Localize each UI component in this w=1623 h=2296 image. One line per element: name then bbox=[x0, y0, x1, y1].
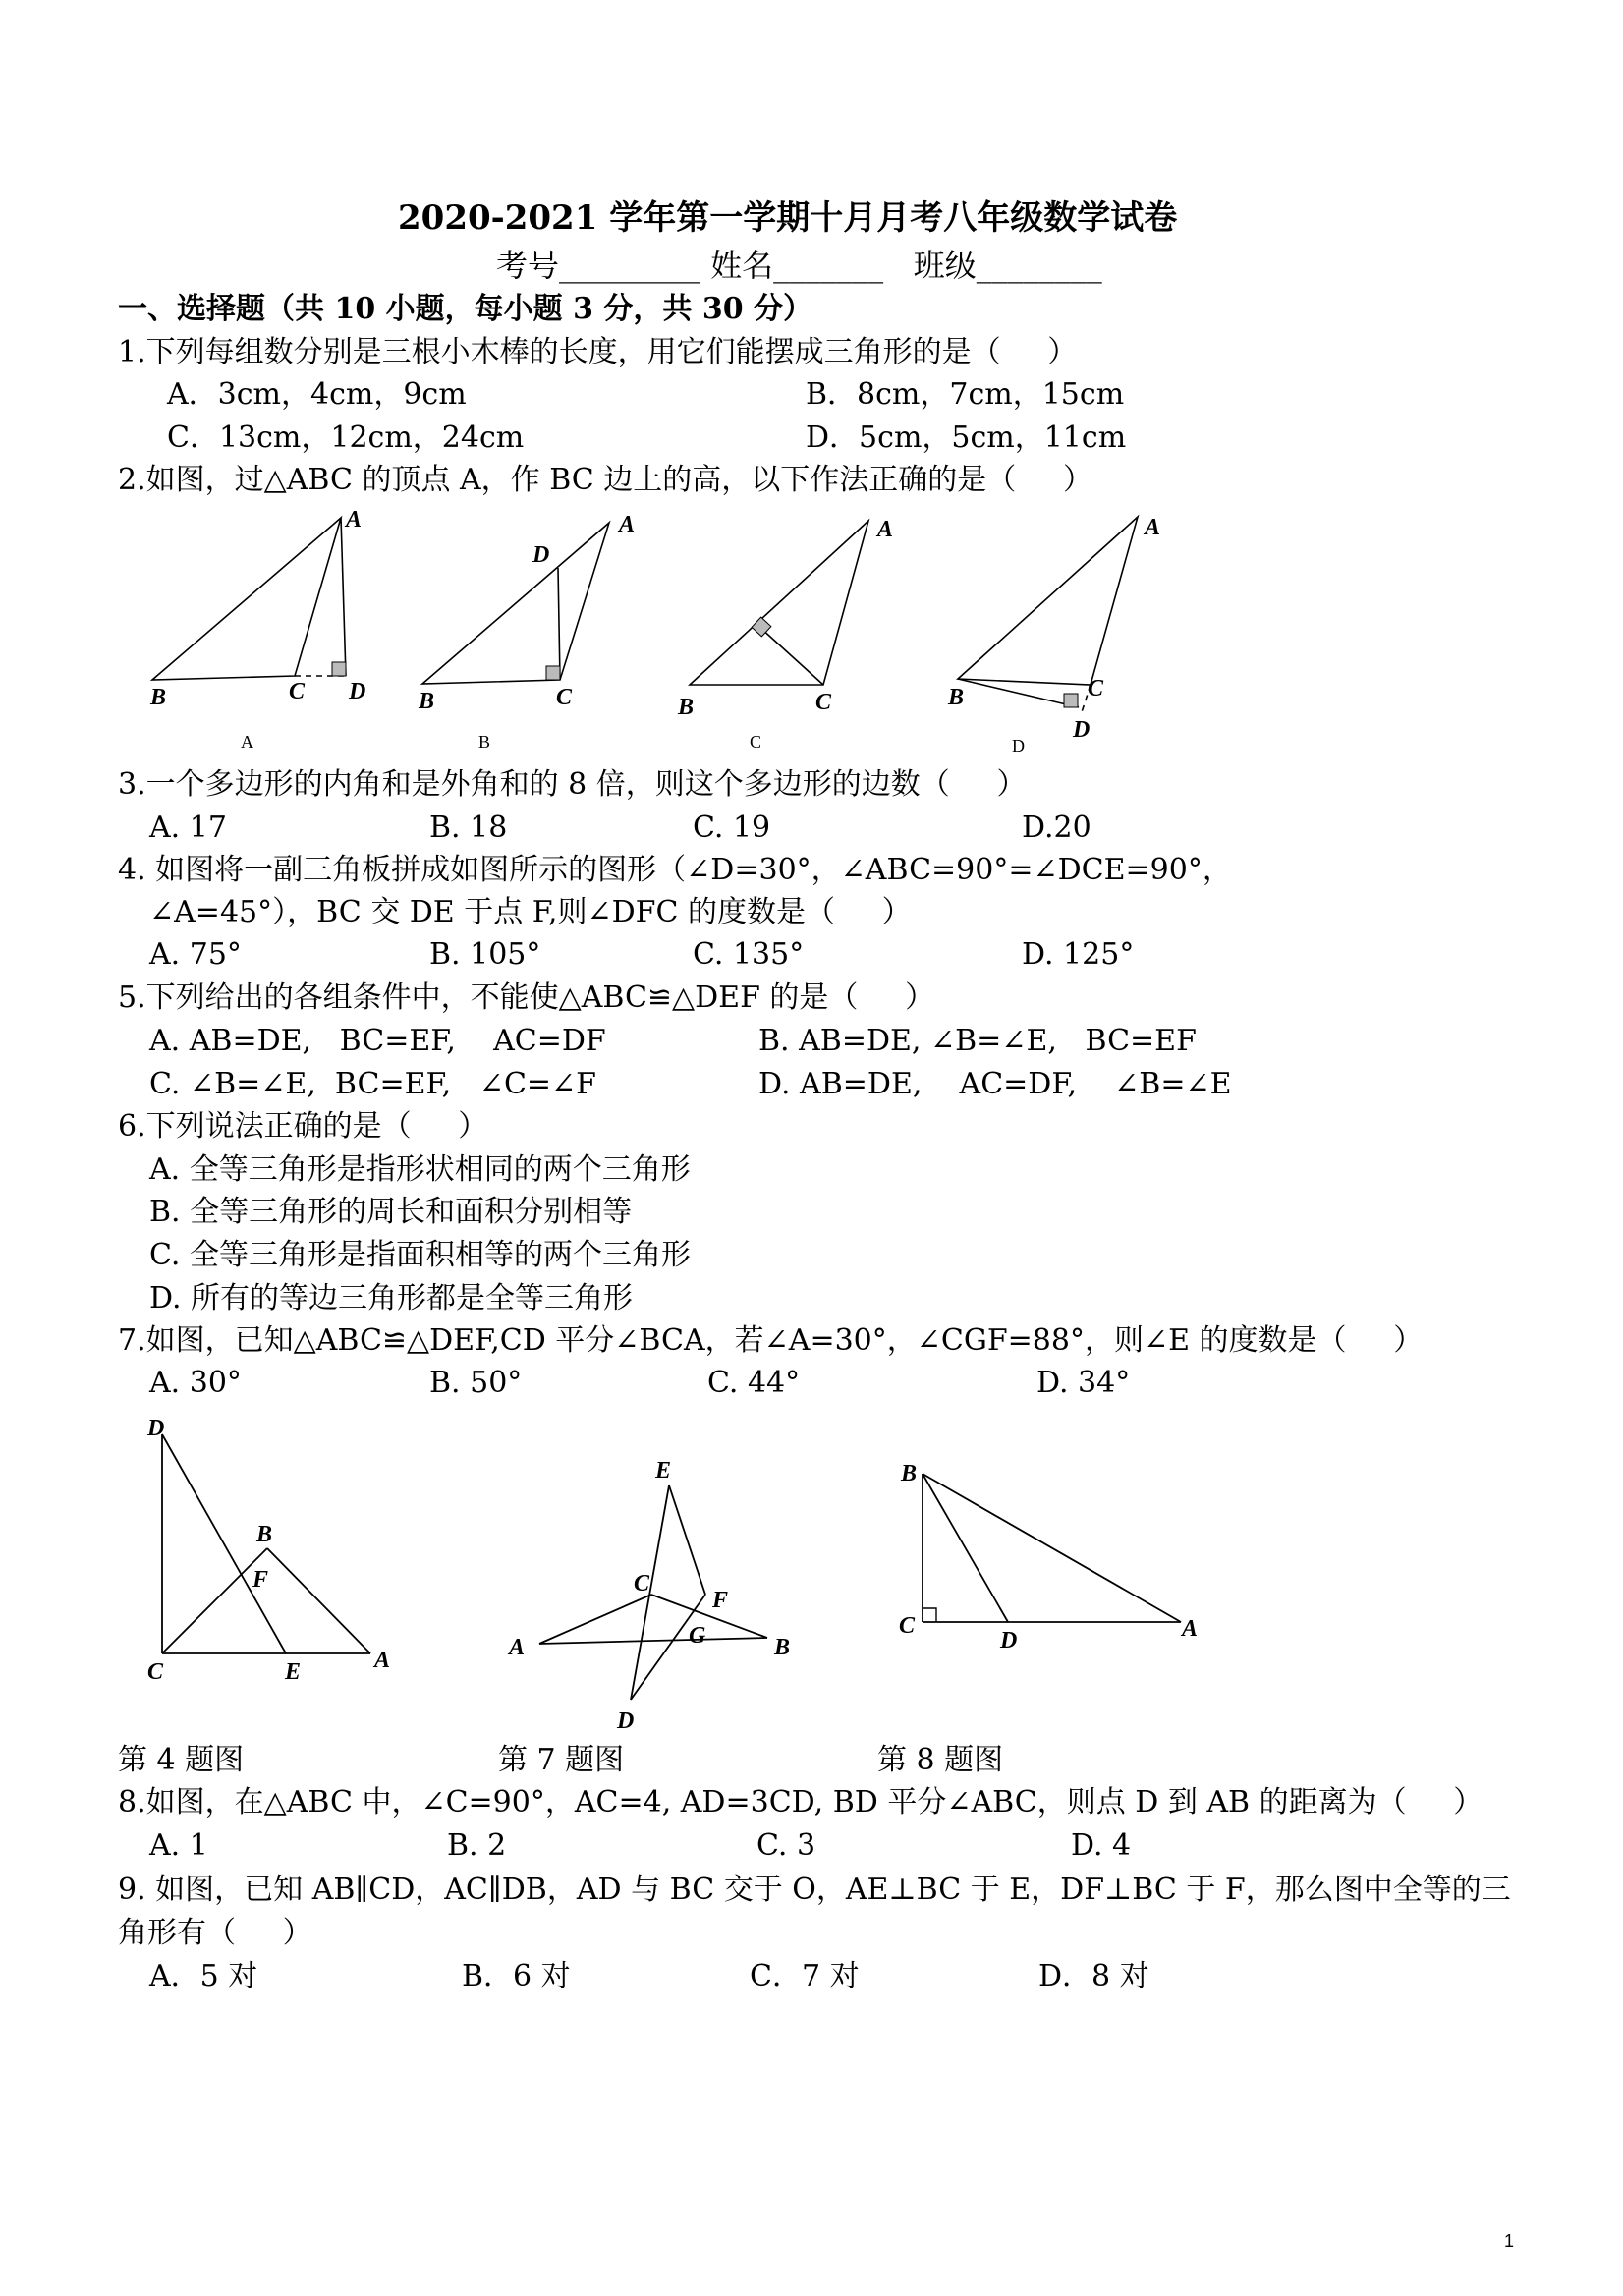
fig7-line-ab bbox=[539, 1638, 767, 1644]
q5-option-b: B. AB=DE, ∠B=∠E, BC=EF bbox=[758, 1024, 1197, 1058]
fig7-label-f: F bbox=[712, 1588, 729, 1613]
q3-option-d: D.20 bbox=[1022, 811, 1091, 845]
q6-option-d: D. 所有的等边三角形都是全等三角形 bbox=[149, 1281, 634, 1316]
q2-figD-label-d: D bbox=[1073, 717, 1091, 743]
fig7-line-ac bbox=[539, 1595, 651, 1644]
fig8-label-b: B bbox=[901, 1461, 918, 1486]
fig4-label-b: B bbox=[256, 1522, 273, 1547]
fig8-caption: 第 8 题图 bbox=[877, 1743, 1004, 1777]
q2-figD-triangle bbox=[958, 517, 1138, 685]
q2-figC-label-b: B bbox=[678, 695, 695, 720]
q2-figA-label-d: D bbox=[349, 679, 366, 704]
q2-figC-caption: C bbox=[750, 732, 762, 752]
q9-option-b: B．6 对 bbox=[462, 1959, 571, 1993]
q4-option-a: A. 75° bbox=[149, 937, 242, 972]
q2-figC-label-c: C bbox=[815, 690, 832, 715]
fig4-line-cb bbox=[162, 1548, 267, 1653]
q5-option-c: C. ∠B=∠E, BC=EF, ∠C=∠F bbox=[149, 1067, 596, 1101]
q6-option-c: C. 全等三角形是指面积相等的两个三角形 bbox=[149, 1238, 691, 1272]
fig7-label-b: B bbox=[774, 1635, 791, 1660]
q3-option-a: A. 17 bbox=[149, 811, 227, 845]
q9-option-a: A．5 对 bbox=[149, 1959, 258, 1993]
q2-figB-label-c: C bbox=[556, 685, 573, 710]
fig4-caption: 第 4 题图 bbox=[118, 1743, 245, 1777]
q7-option-a: A. 30° bbox=[149, 1366, 242, 1400]
q2-figD-label-c: C bbox=[1088, 676, 1104, 701]
q1-option-b: B．8cm，7cm，15cm bbox=[806, 377, 1125, 412]
q2-stem: 2.如图，过△ABC 的顶点 A，作 BC 边上的高，以下作法正确的是（ ） bbox=[118, 463, 1092, 497]
q6-option-b: B. 全等三角形的周长和面积分别相等 bbox=[149, 1195, 633, 1229]
fig4-label-a: A bbox=[374, 1648, 391, 1673]
q4-option-b: B. 105° bbox=[429, 937, 541, 972]
q9-stem-line1: 9. 如图，已知 AB∥CD，AC∥DB，AD 与 BC 交于 O，AE⊥BC 于 E，DF⊥BC 于 F，那么图中全等的三 bbox=[118, 1873, 1511, 1907]
fig7-line-ef bbox=[669, 1485, 705, 1595]
exam-title: 2020-2021 学年第一学期十月月考八年级数学试卷 bbox=[398, 198, 1178, 238]
q6-stem: 6.下列说法正确的是（ ） bbox=[118, 1109, 488, 1144]
q2-figA-label-a: A bbox=[346, 507, 363, 532]
fig7-label-g: G bbox=[689, 1623, 706, 1649]
q5-stem: 5.下列给出的各组条件中，不能使△ABC≌△DEF 的是（ ） bbox=[118, 980, 935, 1015]
fig7-label-d: D bbox=[617, 1708, 635, 1734]
q2-figC-label-a: A bbox=[877, 517, 894, 542]
student-info-line: 考号_________ 姓名_______ 班级________ bbox=[496, 247, 1102, 284]
q5-option-a: A. AB=DE, BC=EF, AC=DF bbox=[149, 1024, 606, 1058]
q2-figB-right-angle bbox=[546, 666, 560, 680]
q1-option-a: A．3cm，4cm，9cm bbox=[167, 377, 467, 412]
q2-figC-right-angle bbox=[752, 617, 771, 637]
q8-option-c: C. 3 bbox=[756, 1828, 816, 1863]
fig7-label-e: E bbox=[655, 1458, 672, 1484]
q8-option-a: A. 1 bbox=[149, 1828, 208, 1863]
q7-option-c: C. 44° bbox=[707, 1366, 801, 1400]
fig4-label-f: F bbox=[252, 1567, 269, 1593]
q2-figD-label-a: A bbox=[1145, 515, 1161, 540]
q8-option-d: D. 4 bbox=[1071, 1828, 1132, 1863]
fig7-line-cb bbox=[651, 1595, 767, 1638]
q9-option-d: D．8 对 bbox=[1038, 1959, 1149, 1993]
q4-stem-line1: 4. 如图将一副三角板拼成如图所示的图形（∠D=30°，∠ABC=90°=∠DCE=90°， bbox=[118, 853, 1232, 887]
q2-figD-right-angle bbox=[1064, 694, 1078, 707]
q2-figB-label-a: A bbox=[619, 512, 636, 537]
q8-stem: 8.如图，在△ABC 中，∠C=90°，AC=4, AD=3CD, BD 平分∠ABC，则点 D 到 AB 的距离为（ ） bbox=[118, 1785, 1483, 1820]
q2-figA-label-b: B bbox=[150, 685, 167, 710]
q6-option-a: A. 全等三角形是指形状相同的两个三角形 bbox=[149, 1152, 691, 1187]
fig7-label-a: A bbox=[509, 1635, 526, 1660]
fig8-label-c: C bbox=[899, 1613, 916, 1639]
fig7-label-c: C bbox=[634, 1571, 650, 1596]
fig8-right-angle bbox=[923, 1608, 936, 1622]
fig4-label-c: C bbox=[147, 1659, 164, 1685]
q4-option-c: C. 135° bbox=[693, 937, 805, 972]
fig4-label-d: D bbox=[147, 1416, 165, 1441]
q1-option-c: C．13cm，12cm，24cm bbox=[167, 420, 525, 455]
q7-option-b: B. 50° bbox=[429, 1366, 523, 1400]
q3-stem: 3.一个多边形的内角和是外角和的 8 倍，则这个多边形的边数（ ） bbox=[118, 767, 1027, 802]
q2-figB-caption: B bbox=[478, 732, 491, 752]
q4-option-d: D. 125° bbox=[1022, 937, 1135, 972]
q2-figB-height bbox=[558, 568, 560, 680]
q7-option-d: D. 34° bbox=[1036, 1366, 1131, 1400]
fig8-line-ba bbox=[923, 1474, 1181, 1622]
q2-figA-triangle bbox=[152, 518, 341, 680]
q2-figD-caption: D bbox=[1012, 736, 1025, 756]
q2-figA-caption: A bbox=[241, 732, 253, 752]
q2-figD-height bbox=[958, 679, 1079, 707]
q1-stem: 1.下列每组数分别是三根小木棒的长度，用它们能摆成三角形的是（ ） bbox=[118, 335, 1078, 369]
fig4-line-ba bbox=[267, 1548, 370, 1653]
fig8-label-d: D bbox=[1000, 1628, 1018, 1653]
q2-figC-height bbox=[759, 627, 823, 685]
fig8-label-a: A bbox=[1182, 1616, 1199, 1642]
q2-figB-triangle bbox=[422, 523, 609, 684]
q2-figD-label-b: B bbox=[948, 685, 965, 710]
fig8-line-bd bbox=[923, 1474, 1008, 1622]
q2-figB-label-d: D bbox=[532, 542, 550, 568]
q1-option-d: D．5cm，5cm，11cm bbox=[806, 420, 1127, 455]
q3-option-b: B. 18 bbox=[429, 811, 508, 845]
q2-figB-label-b: B bbox=[419, 689, 435, 714]
q5-option-d: D. AB=DE, AC=DF, ∠B=∠E bbox=[758, 1067, 1232, 1101]
q2-figA-label-c: C bbox=[289, 679, 306, 704]
fig7-caption: 第 7 题图 bbox=[498, 1743, 625, 1777]
q3-option-c: C. 19 bbox=[693, 811, 771, 845]
q9-option-c: C．7 对 bbox=[750, 1959, 860, 1993]
section-heading: 一、选择题（共 10 小题，每小题 3 分，共 30 分） bbox=[118, 292, 813, 326]
q2-figA-right-angle bbox=[332, 662, 346, 676]
q8-option-b: B. 2 bbox=[447, 1828, 507, 1863]
q4-stem-line2: ∠A=45°），BC 交 DE 于点 F,则∠DFC 的度数是（ ） bbox=[149, 895, 912, 929]
fig4-label-e: E bbox=[285, 1659, 302, 1685]
q7-stem: 7.如图，已知△ABC≌△DEF,CD 平分∠BCA，若∠A=30°，∠CGF=88°，则∠E 的度数是（ ） bbox=[118, 1323, 1424, 1358]
page-number: 1 bbox=[1504, 2231, 1515, 2251]
q9-stem-line2: 角形有（ ） bbox=[118, 1916, 312, 1950]
q2-figC-triangle bbox=[690, 521, 868, 685]
q2-figA-height bbox=[341, 518, 346, 676]
